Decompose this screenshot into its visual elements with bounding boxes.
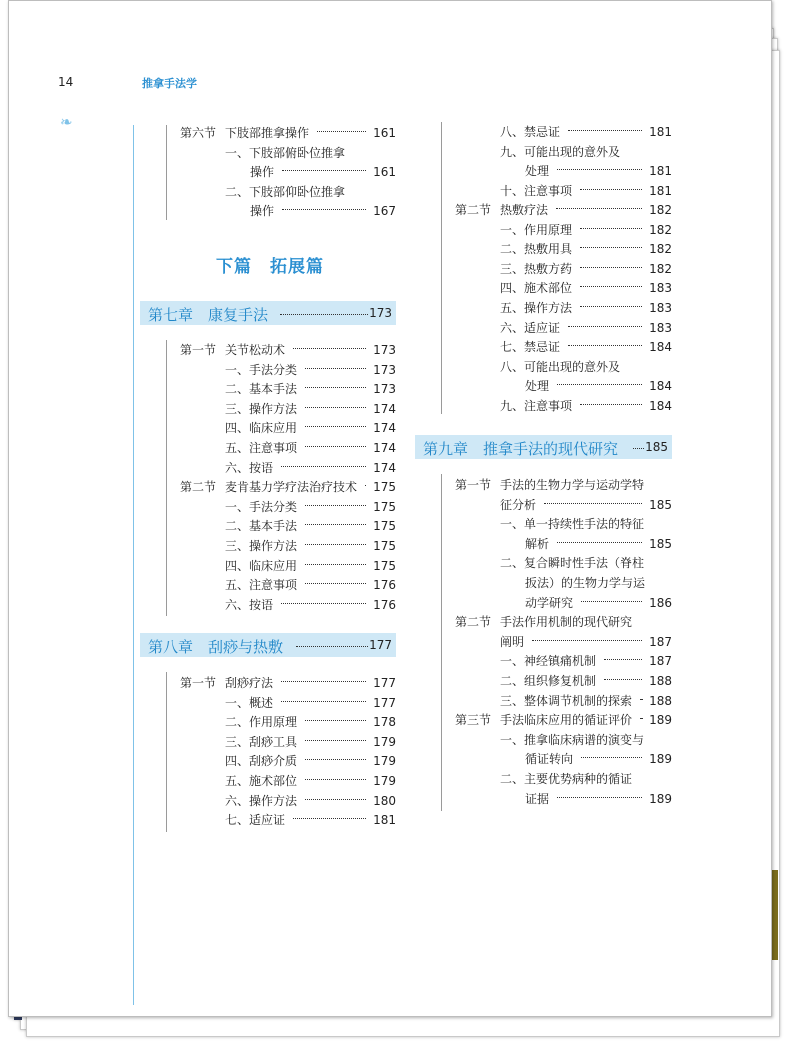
leader-dots: [293, 348, 366, 349]
toc-entry[interactable]: [180, 479, 396, 495]
part-title: 下篇 拓展篇: [216, 257, 324, 277]
entry-page: 161: [373, 126, 396, 140]
entry-page: 167: [373, 204, 396, 219]
entry-page: 179: [373, 734, 396, 749]
entry-title: 二、基本手法: [225, 382, 298, 397]
toc-entry[interactable]: [180, 460, 396, 476]
entry-title: 三、热敷方药: [500, 261, 573, 276]
leader-dots: [556, 208, 642, 209]
entry-title: 证据: [525, 791, 550, 806]
toc-entry[interactable]: [455, 536, 672, 552]
leader-dots: [305, 583, 366, 584]
toc-entry[interactable]: [455, 261, 672, 277]
leader-dots: [568, 345, 642, 346]
toc-entry[interactable]: [180, 773, 396, 789]
leader-dots: [544, 503, 642, 504]
toc-entry[interactable]: [455, 339, 672, 355]
leaf-icon: ❧: [60, 113, 73, 131]
toc-entry[interactable]: [455, 280, 672, 296]
entry-title: 六、按语: [225, 597, 274, 612]
toc-entry[interactable]: [180, 125, 396, 141]
entry-page: 174: [373, 421, 396, 436]
entry-title: 处理: [525, 379, 550, 394]
leader-dots: [305, 368, 366, 369]
toc-entry[interactable]: [180, 145, 396, 161]
toc-entry[interactable]: [180, 401, 396, 417]
entry-title: 十、注意事项: [500, 183, 573, 198]
entry-page: 182: [649, 242, 672, 257]
toc-entry[interactable]: [180, 577, 396, 593]
leader-dots: [305, 799, 366, 800]
toc-entry[interactable]: [180, 695, 396, 711]
entry-page: 185: [649, 536, 672, 551]
toc-entry[interactable]: [180, 558, 396, 574]
toc-entry[interactable]: [455, 634, 672, 650]
entry-title: 征分析: [500, 497, 537, 512]
leader-dots: [305, 446, 366, 447]
leader-dots: [557, 797, 642, 798]
entry-page: 183: [649, 300, 672, 315]
toc-entry[interactable]: [180, 538, 396, 554]
entry-page: 177: [373, 676, 396, 690]
entry-page: 183: [649, 281, 672, 296]
entry-title: 二、热敷用具: [500, 242, 573, 257]
entry-page: 183: [649, 320, 672, 335]
leader-dots: [604, 679, 642, 680]
entry-title: 五、施术部位: [225, 774, 298, 788]
leader-dots: [557, 542, 642, 543]
entry-title: 二、复合瞬时性手法（脊柱: [500, 556, 645, 571]
entry-title: 四、刮痧介质: [225, 754, 298, 769]
entry-page: 182: [649, 203, 672, 218]
toc-entry[interactable]: [180, 381, 396, 397]
toc-entry[interactable]: [180, 499, 396, 515]
toc-entry[interactable]: [455, 378, 672, 394]
entry-page: 174: [373, 460, 396, 475]
entry-title: 手法作用机制的现代研究: [500, 615, 633, 630]
entry-page: 174: [373, 401, 396, 416]
leader-dots: [280, 314, 368, 315]
toc-entry[interactable]: [180, 342, 396, 358]
toc-entry[interactable]: [180, 203, 396, 219]
entry-title: 处理: [525, 164, 550, 179]
margin-guide-line: [133, 125, 134, 1005]
leader-dots: [281, 701, 366, 702]
entry-page: 181: [649, 125, 672, 139]
leader-dots: [580, 286, 642, 287]
toc-entry[interactable]: [180, 164, 396, 180]
leader-dots: [604, 659, 642, 660]
leader-dots: [282, 209, 366, 210]
entry-title: 关节松动术: [225, 343, 286, 357]
entry-title: 二、基本手法: [225, 519, 298, 534]
leader-dots: [640, 699, 642, 700]
entry-title: 二、组织修复机制: [500, 674, 597, 688]
toc-entry[interactable]: [180, 362, 396, 378]
entry-page: 179: [373, 754, 396, 769]
chapter-page: 177: [369, 638, 392, 652]
entry-title: 八、可能出现的意外及: [500, 359, 621, 374]
toc-entry[interactable]: [455, 732, 672, 748]
entry-title: 八、禁忌证: [500, 125, 561, 139]
toc-entry[interactable]: [455, 653, 672, 669]
toc-entry[interactable]: [455, 712, 672, 728]
toc-entry[interactable]: [455, 163, 672, 179]
leader-dots: [581, 601, 642, 602]
leader-dots: [305, 524, 366, 525]
leader-dots: [293, 818, 366, 819]
leader-dots: [305, 564, 366, 565]
entry-page: 175: [373, 558, 396, 573]
entry-title: 四、临床应用: [225, 421, 298, 436]
toc-entry[interactable]: [455, 183, 672, 199]
toc-entry[interactable]: [455, 673, 672, 689]
section-bracket: [441, 122, 442, 414]
leader-dots: [532, 640, 642, 641]
entry-title: 二、作用原理: [225, 715, 298, 730]
toc-entry[interactable]: [180, 420, 396, 436]
section-number: 第一节: [455, 478, 492, 492]
entry-page: 180: [373, 793, 396, 808]
toc-entry[interactable]: [455, 300, 672, 316]
entry-title: 五、注意事项: [225, 441, 298, 455]
section-number: 第三节: [455, 713, 492, 728]
entry-title: 操作: [250, 165, 275, 180]
toc-entry[interactable]: [455, 751, 672, 767]
entry-title: 手法临床应用的循证评价: [500, 713, 633, 728]
entry-page: 173: [373, 382, 396, 397]
toc-entry[interactable]: [455, 398, 672, 414]
entry-title: 一、推拿临床病谱的演变与: [500, 732, 645, 747]
entry-page: 182: [649, 222, 672, 237]
entry-page: 184: [649, 340, 672, 355]
toc-entry[interactable]: [455, 320, 672, 336]
section-number: 第二节: [455, 615, 492, 630]
section-bracket: [166, 125, 167, 220]
entry-title: 一、神经镇痛机制: [500, 654, 597, 669]
toc-entry[interactable]: [455, 241, 672, 257]
toc-entry[interactable]: [455, 791, 672, 807]
toc-entry[interactable]: [180, 734, 396, 750]
leader-dots: [305, 779, 366, 780]
leader-dots: [305, 720, 366, 721]
entry-page: 186: [649, 595, 672, 610]
toc-entry[interactable]: [180, 597, 396, 613]
leader-dots: [557, 169, 642, 170]
entry-title: 一、手法分类: [225, 499, 298, 514]
toc-entry[interactable]: [455, 516, 672, 532]
leader-dots: [581, 757, 642, 758]
leader-dots: [305, 426, 366, 427]
toc-entry[interactable]: [180, 675, 396, 691]
entry-page: 179: [373, 774, 396, 788]
chapter-page: 185: [645, 440, 668, 454]
entry-title: 扳法）的生物力学与运: [525, 576, 646, 590]
entry-title: 一、概述: [225, 695, 274, 710]
entry-page: 184: [649, 398, 672, 413]
section-number: 第一节: [180, 676, 217, 690]
entry-page: 173: [373, 343, 396, 357]
running-title: 推拿手法学: [142, 77, 197, 90]
entry-page: 175: [373, 539, 396, 553]
entry-title: 阐明: [500, 634, 525, 649]
entry-title: 二、下肢部仰卧位推拿: [225, 184, 346, 199]
entry-page: 181: [649, 164, 672, 179]
entry-title: 三、操作方法: [225, 401, 298, 416]
entry-page: 161: [373, 165, 396, 180]
toc-entry[interactable]: [455, 555, 672, 571]
entry-title: 六、按语: [225, 460, 274, 475]
toc-entry[interactable]: [180, 753, 396, 769]
entry-title: 六、操作方法: [225, 793, 298, 808]
entry-title: 五、注意事项: [225, 578, 298, 593]
entry-title: 五、操作方法: [500, 300, 573, 315]
leader-dots: [282, 170, 366, 171]
leader-dots: [305, 505, 366, 506]
entry-page: 187: [649, 634, 672, 649]
section-bracket: [441, 474, 442, 811]
toc-entry[interactable]: [180, 793, 396, 809]
entry-title: 一、手法分类: [225, 362, 298, 377]
toc-entry[interactable]: [455, 595, 672, 611]
toc-entry[interactable]: [455, 124, 672, 140]
leader-dots: [281, 466, 366, 467]
leader-dots: [305, 407, 366, 408]
leader-dots: [580, 247, 642, 248]
entry-title: 下肢部推拿操作: [225, 126, 310, 140]
section-bracket: [166, 340, 167, 616]
entry-title: 七、适应证: [225, 813, 286, 828]
chapter-heading-7[interactable]: [140, 301, 396, 325]
toc-entry[interactable]: [180, 518, 396, 534]
leader-dots: [568, 326, 642, 327]
toc-entry[interactable]: [180, 714, 396, 730]
toc-entry[interactable]: [180, 184, 396, 200]
entry-title: 九、可能出现的意外及: [500, 144, 621, 159]
leader-dots: [296, 646, 368, 647]
toc-entry[interactable]: [180, 812, 396, 828]
section-number: 第二节: [455, 203, 492, 218]
entry-title: 二、主要优势病种的循证: [500, 772, 633, 786]
section-bracket: [166, 672, 167, 832]
entry-page: 189: [649, 752, 672, 767]
leader-dots: [580, 228, 642, 229]
entry-title: 三、整体调节机制的探索: [500, 693, 633, 708]
entry-page: 175: [373, 480, 396, 495]
leader-dots: [281, 681, 366, 682]
entry-title: 四、临床应用: [225, 558, 298, 573]
leader-dots: [281, 603, 366, 604]
entry-page: 184: [649, 379, 672, 394]
toc-entry[interactable]: [455, 144, 672, 160]
leader-dots: [580, 267, 642, 268]
chapter-title: 第七章 康复手法: [148, 306, 269, 324]
toc-entry[interactable]: [180, 440, 396, 456]
entry-page: 177: [373, 695, 396, 710]
entry-title: 麦肯基力学疗法治疗技术: [225, 480, 358, 495]
entry-title: 刮痧疗法: [225, 676, 274, 690]
entry-title: 循证转向: [525, 752, 574, 767]
entry-page: 176: [373, 597, 396, 612]
entry-title: 三、刮痧工具: [225, 734, 298, 749]
leader-dots: [317, 131, 366, 132]
entry-title: 手法的生物力学与运动学特: [500, 478, 645, 492]
leader-dots: [568, 130, 642, 131]
chapter-page: 173: [369, 306, 392, 320]
entry-page: 182: [649, 261, 672, 276]
entry-title: 动学研究: [525, 595, 574, 610]
entry-title: 一、下肢部俯卧位推拿: [225, 145, 346, 160]
leader-dots: [580, 189, 642, 190]
section-number: 第二节: [180, 480, 217, 495]
entry-title: 操作: [250, 204, 275, 219]
toc-entry[interactable]: [455, 575, 672, 591]
entry-title: 热敷疗法: [500, 203, 549, 218]
leader-dots: [305, 759, 366, 760]
leader-dots: [305, 387, 366, 388]
entry-page: 174: [373, 441, 396, 455]
chapter-heading-8[interactable]: [140, 633, 396, 657]
entry-title: 一、单一持续性手法的特征: [500, 517, 645, 532]
entry-title: 九、注意事项: [500, 398, 573, 413]
entry-page: 178: [373, 715, 396, 730]
entry-page: 175: [373, 519, 396, 534]
entry-page: 173: [373, 362, 396, 377]
leader-dots: [580, 404, 642, 405]
leader-dots: [580, 306, 642, 307]
entry-page: 189: [649, 791, 672, 806]
toc-entry[interactable]: [455, 359, 672, 375]
toc-entry[interactable]: [455, 202, 672, 218]
entry-title: 三、操作方法: [225, 539, 298, 553]
toc-entry[interactable]: [455, 477, 672, 493]
toc-entry[interactable]: [455, 497, 672, 513]
entry-page: 185: [649, 497, 672, 512]
entry-page: 175: [373, 499, 396, 514]
chapter-title: 第八章 刮痧与热敷: [148, 638, 284, 656]
entry-page: 181: [373, 813, 396, 828]
entry-page: 188: [649, 693, 672, 708]
entry-page: 176: [373, 578, 396, 593]
entry-page: 188: [649, 674, 672, 688]
toc-entry[interactable]: [455, 614, 672, 630]
entry-title: 一、作用原理: [500, 222, 573, 237]
leader-dots: [640, 718, 642, 719]
entry-title: 六、适应证: [500, 320, 561, 335]
entry-title: 解析: [525, 536, 550, 551]
toc-entry[interactable]: [455, 771, 672, 787]
leader-dots: [365, 485, 366, 486]
entry-page: 189: [649, 713, 672, 728]
section-number: 第一节: [180, 343, 217, 357]
chapter-heading-9[interactable]: [415, 435, 672, 459]
toc-entry[interactable]: [455, 693, 672, 709]
leader-dots: [305, 544, 366, 545]
section-number: 第六节: [180, 126, 217, 140]
leader-dots: [305, 740, 366, 741]
entry-page: 181: [649, 183, 672, 198]
entry-page: 187: [649, 654, 672, 669]
entry-title: 四、施术部位: [500, 281, 573, 296]
leader-dots: [633, 448, 644, 449]
leader-dots: [557, 384, 642, 385]
chapter-title: 第九章 推拿手法的现代研究: [423, 440, 619, 458]
toc-entry[interactable]: [455, 222, 672, 238]
entry-title: 七、禁忌证: [500, 340, 561, 355]
page-number: 14: [58, 75, 74, 89]
